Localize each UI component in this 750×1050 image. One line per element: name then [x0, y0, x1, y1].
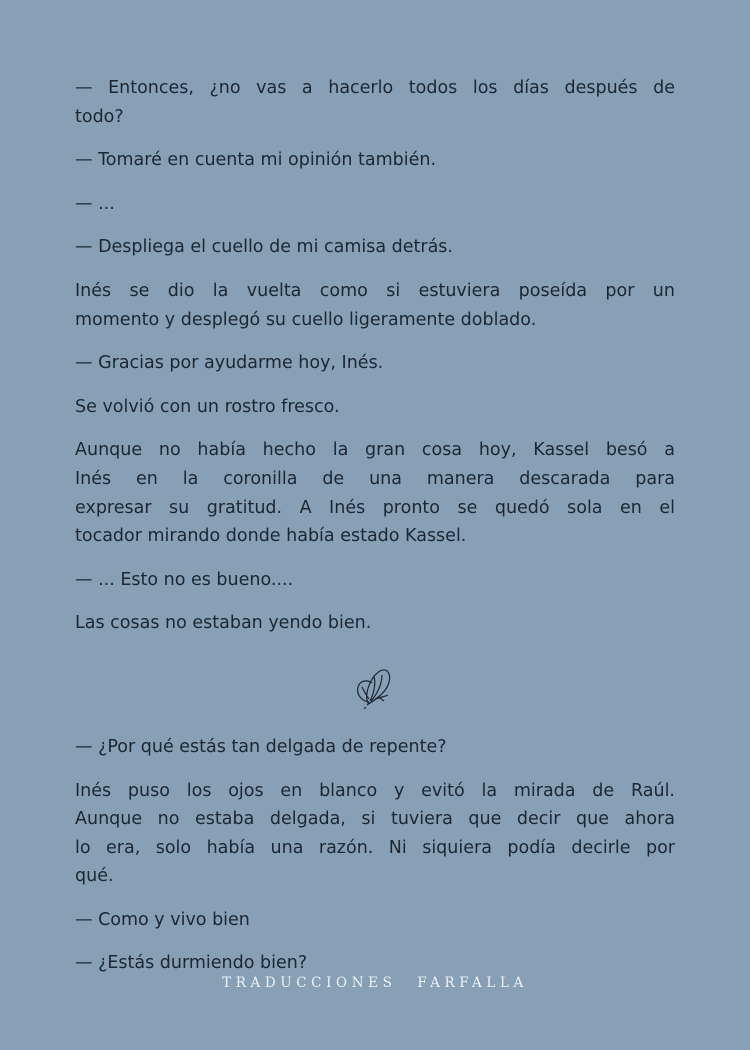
butterfly-icon — [354, 665, 396, 711]
paragraph — [75, 349, 675, 378]
text-line: — ... — [75, 193, 115, 214]
paragraph — [75, 949, 675, 978]
text-line: expresar su gratitud. A Inés pronto se quedó sola en el — [75, 497, 675, 518]
text-line: Se volvió con un rostro fresco. — [75, 396, 340, 417]
text-line: Inés puso los ojos en blanco y evitó la mirada de Raúl. — [75, 780, 675, 801]
text-line: — Entonces, ¿no vas a hacerlo todos los días después de — [75, 78, 675, 98]
paragraph — [75, 146, 675, 175]
text-line: todo? — [75, 106, 124, 127]
text-line: — ... Esto no es bueno.... — [75, 569, 294, 590]
paragraph — [75, 190, 675, 219]
text-section-before — [75, 74, 675, 638]
footer-word-2: FARFALLA — [417, 975, 528, 991]
text-line: Inés en la coronilla de una manera descarada para — [75, 468, 675, 489]
text-line: — ¿Por qué estás tan delgada de repente? — [75, 736, 447, 757]
section-divider — [75, 647, 675, 729]
footer-credit — [0, 975, 750, 991]
paragraph — [75, 233, 675, 262]
paragraph — [75, 393, 675, 422]
paragraph — [75, 436, 675, 550]
text-line: Aunque no estaba delgada, si tuviera que decir que ahora — [75, 809, 675, 830]
paragraph — [75, 609, 675, 638]
paragraph — [75, 277, 675, 334]
text-line: — Tomaré en cuenta mi opinión también. — [75, 150, 437, 171]
page-body — [75, 74, 675, 993]
text-line: — Gracias por ayudarme hoy, Inés. — [75, 353, 384, 374]
paragraph — [75, 74, 675, 131]
text-line: — Como y vivo bien — [75, 909, 250, 930]
text-line: — ¿Estás durmiendo bien? — [75, 953, 308, 974]
text-line: tocador mirando donde había estado Kassel. — [75, 526, 467, 547]
text-line: — Despliega el cuello de mi camisa detrás. — [75, 237, 453, 258]
text-line: Aunque no había hecho la gran cosa hoy, Kassel besó a — [75, 440, 675, 461]
paragraph — [75, 566, 675, 595]
paragraph — [75, 733, 675, 762]
paragraph — [75, 906, 675, 935]
text-line: lo era, solo había una razón. Ni siquiera podía decirle por — [75, 837, 675, 858]
text-section-after — [75, 733, 675, 978]
footer-word-1: TRADUCCIONES — [222, 975, 397, 991]
text-line: momento y desplegó su cuello ligeramente doblado. — [75, 309, 537, 330]
paragraph — [75, 777, 675, 891]
text-line: Las cosas no estaban yendo bien. — [75, 613, 372, 634]
text-line: Inés se dio la vuelta como si estuviera poseída por un — [75, 280, 675, 301]
text-line: qué. — [75, 866, 114, 887]
